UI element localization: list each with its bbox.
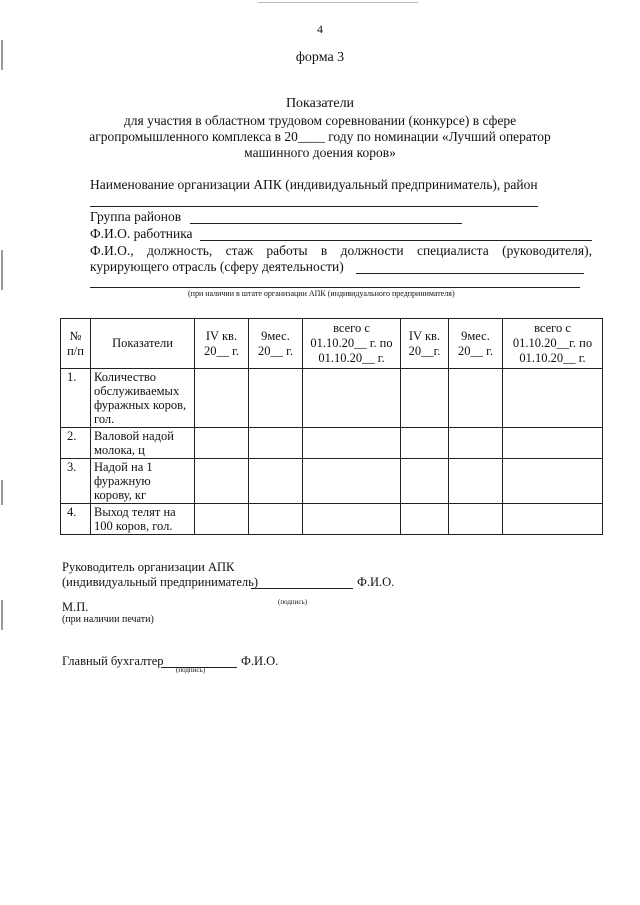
cell-q4-b[interactable] [401,428,449,459]
header-text: 9мес. [461,328,490,343]
subtitle-line: машинного доения коров» [244,145,396,160]
specialist-note: (при наличии в штате организации АПК (индивидуального предпринимателя) [188,289,455,298]
cell-total-a[interactable] [303,459,401,504]
cell-9m-a[interactable] [249,459,303,504]
header-text: 20__ г. [258,343,293,358]
header-text: 01.10.20__ г. [519,351,586,365]
header-text: 20__ г. [458,343,493,358]
row-indicator: Выход телят на 100 коров, гол. [91,504,195,535]
worker-name-field[interactable] [200,240,592,241]
table-row [61,459,603,504]
specialist-field[interactable] [356,273,584,274]
cell-total-a[interactable] [303,369,401,428]
subtitle-line: для участия в областном трудовом соревновании (конкурсе) в сфере [123,113,517,128]
table-row [61,369,603,428]
table-header-row [61,319,603,369]
cell-9m-b[interactable] [449,504,503,535]
header-text: всего с [534,321,571,335]
cell-q4-a[interactable] [195,428,249,459]
header-9m-a [249,319,303,369]
header-text: 01.10.20__ г. по [310,336,393,350]
scan-edge-marks [0,0,4,905]
header-text: 20__ г. [204,343,239,358]
cell-total-b[interactable] [503,504,603,535]
header-text: п/п [67,343,84,358]
header-num [61,319,91,369]
subtitle-line: агропромышленного комплекса в 20____ году по номинации «Лучший оператор [89,129,551,144]
form-label: форма 3 [295,50,345,65]
cell-q4-b[interactable] [401,504,449,535]
head-label-line1: Руководитель организации АПК [62,560,235,574]
head-label-line2: (индивидуальный предприниматель) [62,575,258,589]
top-edge-rule [258,2,418,3]
stamp-label: М.П. [62,600,89,614]
district-group-field[interactable] [190,223,462,224]
cell-total-b[interactable] [503,369,603,428]
head-signature-field[interactable] [251,588,353,589]
cell-q4-b[interactable] [401,369,449,428]
specialist-label-line1: Ф.И.О., должность, стаж работы в должности специалиста (руководителя), [90,243,592,258]
specialist-extra-field[interactable] [90,287,580,288]
cell-total-a[interactable] [303,428,401,459]
indicators-table [60,318,603,535]
header-text: 01.10.20__ г. [318,351,385,365]
header-text: 01.10.20__г. по [512,336,593,350]
cell-q4-b[interactable] [401,459,449,504]
accountant-signature-note: (подпись) [176,666,206,674]
table-row [61,428,603,459]
header-text: IV кв. [408,328,441,343]
row-indicator: Валовой надой молока, ц [91,428,195,459]
cell-9m-b[interactable] [449,428,503,459]
header-total-b [503,319,603,369]
cell-total-b[interactable] [503,459,603,504]
cell-q4-a[interactable] [195,504,249,535]
head-signature-note: (подпись) [278,598,308,606]
cell-9m-b[interactable] [449,369,503,428]
cell-9m-a[interactable] [249,428,303,459]
row-num: 2. [61,428,91,459]
cell-9m-b[interactable] [449,459,503,504]
specialist-label-line2: курирующего отрасль (сферу деятельности) [90,259,344,274]
accountant-label: Главный бухгалтер [62,654,164,668]
document-title: Показатели [285,96,355,111]
header-9m-b [449,319,503,369]
header-text: IV кв. [205,328,238,343]
header-q4-b [401,319,449,369]
head-fio: Ф.И.О. [357,575,395,589]
stamp-note: (при наличии печати) [62,614,154,625]
header-indicator: Показатели [91,319,195,369]
document-subtitle [80,113,560,161]
organization-field[interactable] [90,206,538,207]
district-group-label: Группа районов [90,209,182,224]
cell-total-a[interactable] [303,504,401,535]
table-row [61,504,603,535]
row-indicator: Количество обслуживаемых фуражных коров, гол. [91,369,195,428]
header-text: всего с [333,321,370,335]
cell-9m-a[interactable] [249,369,303,428]
organization-label: Наименование организации АПК (индивидуальный предприниматель), район [90,177,538,192]
accountant-fio: Ф.И.О. [241,654,279,668]
row-num: 3. [61,459,91,504]
header-total-a [303,319,401,369]
row-indicator: Надой на 1 фуражную корову, кг [91,459,195,504]
cell-total-b[interactable] [503,428,603,459]
page-number: 4 [317,22,323,36]
worker-name-label: Ф.И.О. работника [90,226,193,241]
header-text: 9мес. [261,328,290,343]
cell-9m-a[interactable] [249,504,303,535]
header-q4-a [195,319,249,369]
header-text: 20__г. [408,343,441,358]
row-num: 1. [61,369,91,428]
row-num: 4. [61,504,91,535]
cell-q4-a[interactable] [195,369,249,428]
header-text: № [69,328,82,343]
cell-q4-a[interactable] [195,459,249,504]
